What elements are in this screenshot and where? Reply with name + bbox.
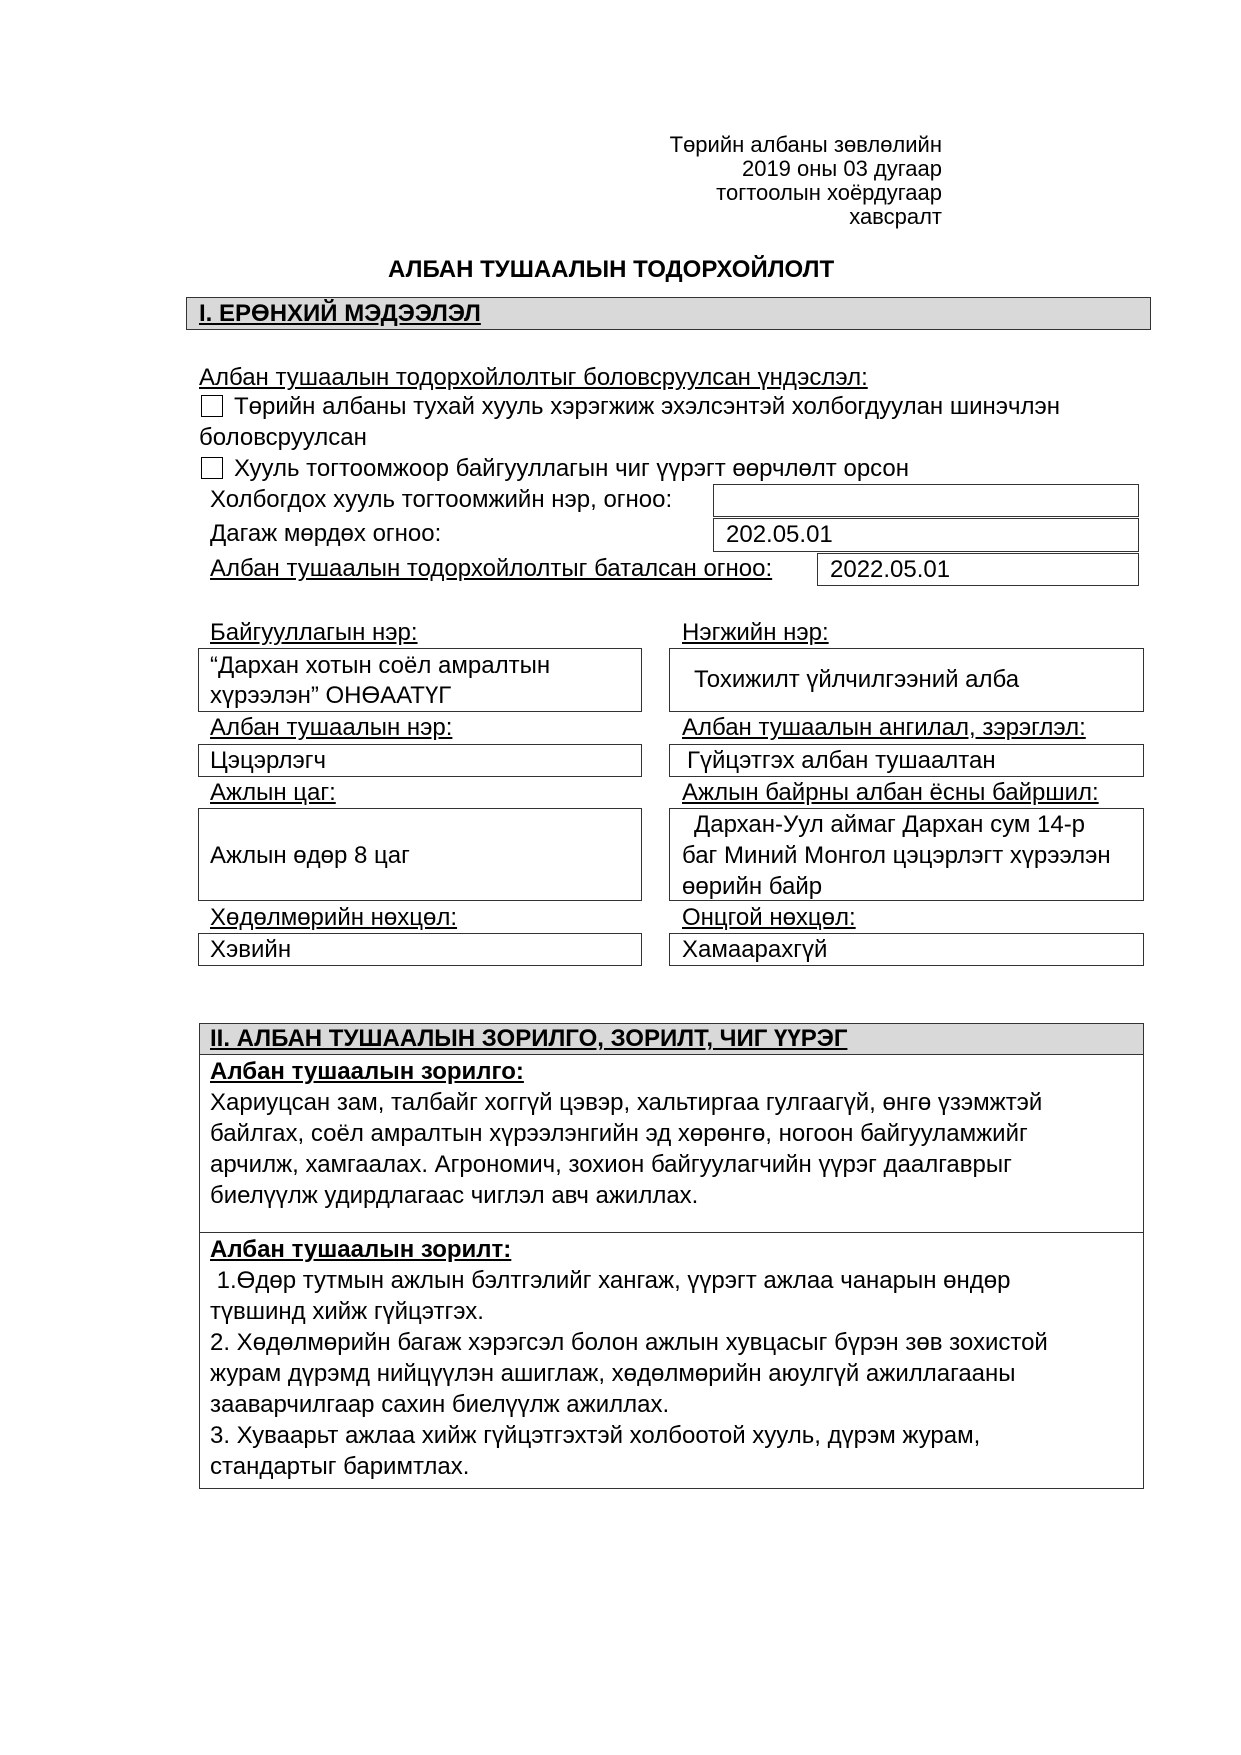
category-field[interactable] [669,744,1144,777]
section2-header [200,1024,1143,1055]
unit-value: Тохижилт үйлчилгээний алба [694,666,1020,693]
purpose-line: арчилж, хамгаалах. Агрономич, зохион байгуулагчийн үүрэг даалгаврыг [210,1151,1012,1178]
document-title: АЛБАН ТУШААЛЫН ТОДОРХОЙЛОЛТ [388,256,835,283]
section2-heading: II. АЛБАН ТУШААЛЫН ЗОРИЛГО, ЗОРИЛТ, ЧИГ ҮҮРЭГ [210,1025,848,1052]
approved-date-label: Албан тушаалын тодорхойлолтыг баталсан огноо: [210,555,773,582]
hours-label: Ажлын цаг: [210,779,336,806]
purpose-cell [200,1055,1143,1233]
section2-table [199,1023,1144,1489]
location-label: Ажлын байрны албан ёсны байршил: [682,779,1099,806]
category-label: Албан тушаалын ангилал, зэрэглэл: [682,714,1086,741]
option1-checkbox[interactable] [201,395,223,417]
special-label: Онцгой нөхцөл: [682,904,856,931]
conditions-value: Хэвийн [210,936,292,963]
law-label: Холбогдох хууль тогтоомжийн нэр, огноо: [210,486,673,513]
tasks-label: Албан тушаалын зорилт: [210,1236,512,1263]
org-value-line1: “Дархан хотын соёл амралтын [210,652,551,679]
tasks-cell [200,1233,1143,1488]
special-field[interactable] [669,933,1144,966]
tasks-line: 2. Хөдөлмөрийн багаж хэрэгсэл болон ажлын хувцасыг бүрэн зөв зохистой [210,1329,1048,1356]
option1-label-line2: боловсруулсан [199,424,367,451]
appendix-line: Төрийн албаны зөвлөлийн [669,132,942,157]
location-line2: баг Миний Монгол цэцэрлэгт хүрээлэн [682,842,1111,869]
appendix-note [670,133,942,229]
hours-value: Ажлын өдөр 8 цаг [210,842,410,869]
special-value: Хамаарахгүй [682,936,828,963]
law-field[interactable] [713,484,1139,517]
location-field[interactable] [669,808,1144,901]
section1-heading: I. ЕРӨНХИЙ МЭДЭЭЛЭЛ [199,300,481,327]
section1-header [186,297,1151,330]
purpose-line: биелүүлж удирдлагаас чиглэл авч ажиллах. [210,1182,699,1209]
unit-field[interactable] [669,648,1144,712]
purpose-line: байлгах, соёл амралтын хүрээлэнгийн эд хөрөнгө, ногоон байгууламжийг [210,1120,1028,1147]
effective-date-value: 202.05.01 [726,521,833,548]
purpose-line: Хариуцсан зам, талбайг хоггүй цэвэр, хальтиргаа гулгаагүй, өнгө үзэмжтэй [210,1089,1043,1116]
option1-label-line1: Төрийн албаны тухай хууль хэрэгжиж эхэлсэнтэй холбогдуулан шинэчлэн [234,393,1061,420]
category-value: Гүйцэтгэх албан тушаалтан [687,747,996,774]
purpose-label: Албан тушаалын зорилго: [210,1058,524,1085]
hours-field[interactable] [198,808,642,901]
org-value-line2: хүрээлэн” ОНӨААТҮГ [210,682,452,709]
appendix-line: хавсралт [849,204,942,229]
approved-date-field[interactable] [817,553,1139,586]
position-value: Цэцэрлэгч [210,747,327,774]
unit-label: Нэгжийн нэр: [682,619,829,646]
effective-date-field[interactable] [713,518,1139,552]
tasks-line: 3. Хуваарьт ажлаа хийж гүйцэтгэхтэй холбоотой хууль, дүрэм журам, [210,1422,981,1449]
org-label: Байгууллагын нэр: [210,619,418,646]
appendix-line: тогтоолын хоёрдугаар [716,180,942,205]
option2-checkbox[interactable] [201,457,223,479]
option2-label: Хууль тогтоомжоор байгууллагын чиг үүрэгт өөрчлөлт орсон [234,455,910,482]
org-field[interactable] [198,648,642,712]
position-label: Албан тушаалын нэр: [210,714,453,741]
conditions-field[interactable] [198,933,642,966]
position-field[interactable] [198,744,642,777]
appendix-line: 2019 оны 03 дугаар [741,156,942,181]
tasks-line: журам дүрэмд нийцүүлэн ашиглаж, хөдөлмөрийн аюулгүй ажиллагааны [210,1360,1016,1387]
basis-label: Албан тушаалын тодорхойлолтыг боловсруулсан үндэслэл: [199,364,868,391]
tasks-line: стандартыг баримтлах. [210,1453,470,1480]
tasks-line: 1.Өдөр тутмын ажлын бэлтгэлийг хангаж, үүрэгт ажлаа чанарын өндөр [210,1267,1011,1294]
tasks-line: түвшинд хийж гүйцэтгэх. [210,1298,484,1325]
location-line3: өөрийн байр [682,873,823,900]
conditions-label: Хөдөлмөрийн нөхцөл: [210,904,458,931]
approved-date-value: 2022.05.01 [830,556,951,583]
location-line1: Дархан-Уул аймаг Дархан сум 14-р [694,811,1086,838]
tasks-line: зааварчилгаар сахин биелүүлж ажиллах. [210,1391,670,1418]
effective-date-label: Дагаж мөрдөх огноо: [210,520,442,547]
